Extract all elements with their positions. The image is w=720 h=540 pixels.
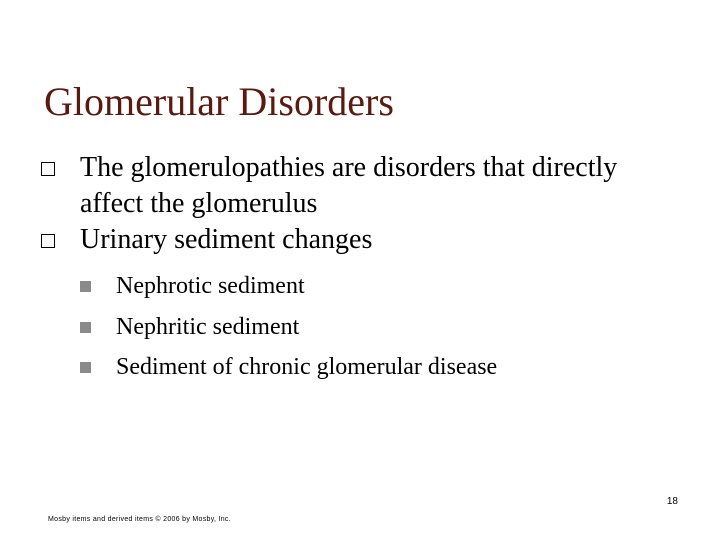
- bullet-list: [0, 150, 720, 388]
- bullet-text: Urinary sediment changes: [80, 224, 373, 255]
- filled-square-bullet-icon: [80, 281, 91, 292]
- bullet-item: [0, 222, 720, 258]
- sub-bullet-list: [0, 266, 720, 388]
- copyright-notice: Mosby items and derived items © 2006 by Mosby, Inc.: [48, 516, 231, 523]
- sub-bullet-item: [0, 347, 720, 388]
- sub-bullet-text: Nephrotic sediment: [116, 273, 305, 299]
- sub-bullet-item: [0, 266, 720, 307]
- bullet-text: The glomerulopathies are disorders that directly affect the glomerulus: [80, 152, 618, 219]
- sub-bullet-text: Sediment of chronic glomerular disease: [116, 354, 498, 380]
- sub-bullet-text: Nephritic sediment: [116, 313, 300, 340]
- bullet-item: [0, 150, 720, 222]
- slide-title: Glomerular Disorders: [44, 79, 394, 124]
- filled-square-bullet-icon: [80, 322, 91, 333]
- hollow-square-bullet-icon: [41, 234, 55, 248]
- filled-square-bullet-icon: [80, 362, 91, 373]
- sub-bullet-item: [0, 307, 720, 348]
- hollow-square-bullet-icon: [41, 162, 55, 176]
- page-number: 18: [666, 496, 678, 507]
